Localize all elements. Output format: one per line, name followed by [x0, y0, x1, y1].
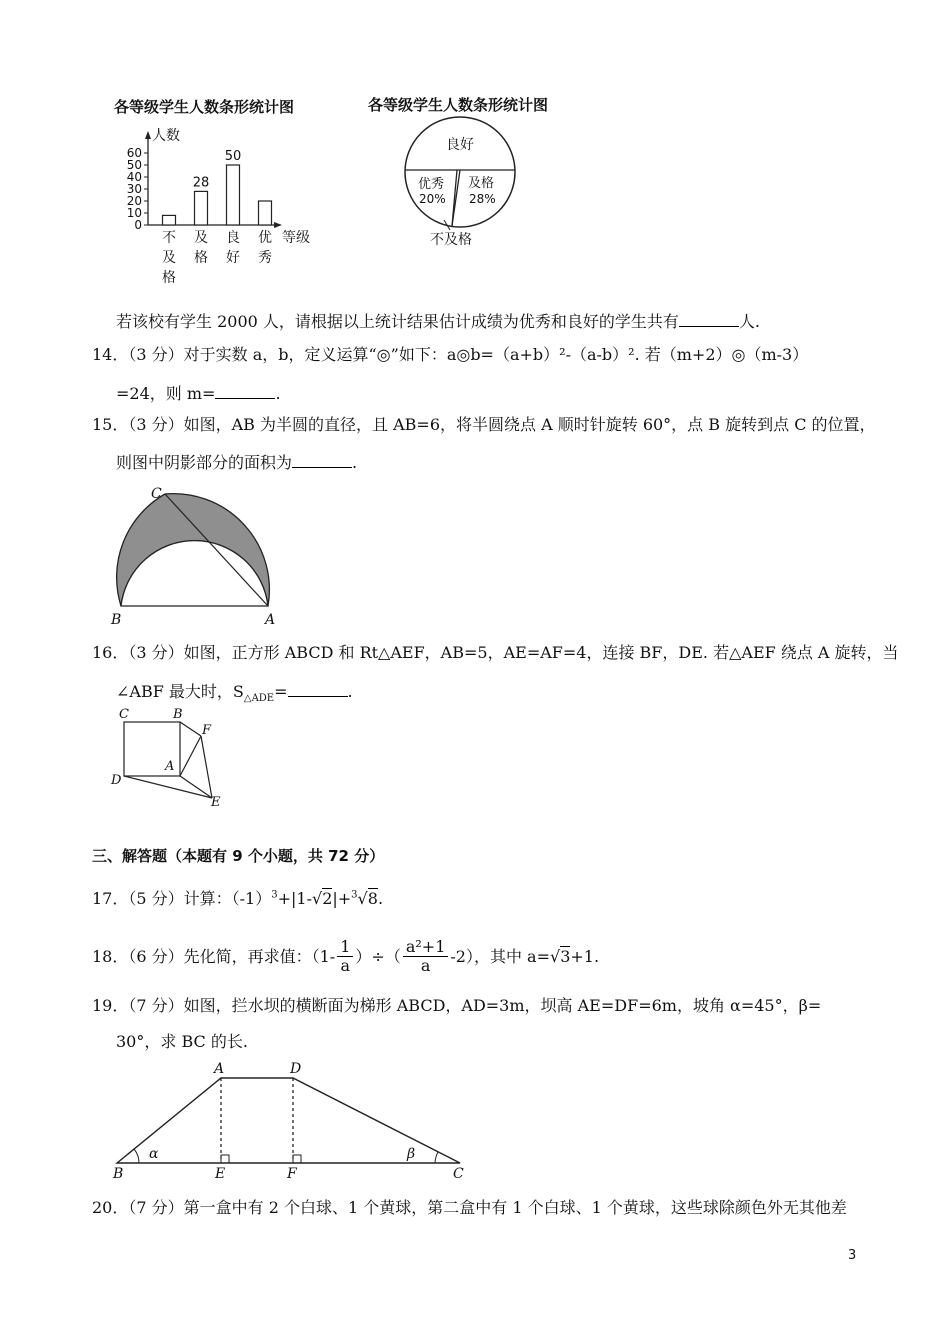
q19-line1: 19．（7 分）如图，拦水坝的横断面为梯形 ABCD，AD=3m，坝高 AE=DF=6m，坡角 α=45°，β=: [92, 996, 822, 1015]
pie-chart: [360, 92, 590, 257]
bar-y-tick-label: 50: [126, 158, 142, 172]
q18-end: +1.: [570, 946, 600, 966]
q16-label-e: E: [211, 795, 221, 810]
pie-label-excellent-pct: 20%: [419, 192, 446, 206]
q18-frac2-num: a²+1: [403, 938, 449, 957]
q18-frac2-den: a: [420, 955, 431, 975]
q19-line2: 30°，求 BC 的长.: [116, 1032, 248, 1051]
q17-cube-arg: 8: [367, 889, 378, 908]
q16-af: [180, 736, 201, 776]
bar-category-char: 好: [226, 250, 240, 266]
q19-angle-beta-arc: [435, 1152, 438, 1163]
q19-figure: [105, 1058, 475, 1183]
q13-text-after: 人.: [738, 312, 760, 331]
q14-answer-blank[interactable]: [215, 382, 275, 399]
bar-chart-y-ticks: [127, 146, 148, 232]
q15-line2-before: 则图中阴影部分的面积为: [116, 453, 293, 472]
bar-y-tick-label: 20: [126, 194, 142, 208]
bar-category-char: 格: [194, 250, 208, 266]
q13-text: [116, 310, 760, 331]
q19-angle-alpha-arc: [134, 1149, 139, 1163]
q14-line1: 14．（3 分）对于实数 a，b，定义运算“◎”如下：a◎b=（a+b）²-（a-b）². 若（m+2）◎（m-3）: [92, 345, 809, 364]
q19-label-f: F: [287, 1166, 297, 1182]
q18-sqrt-sign: √: [550, 946, 561, 966]
q18-frac2: [403, 938, 449, 974]
q16-label-b: B: [173, 707, 183, 722]
bar-category-char: 优: [258, 230, 272, 246]
bar-chart-ylabel: 人数: [152, 128, 180, 144]
bar-y-tick-label: 60: [126, 146, 142, 160]
q16-line2-mid: =: [274, 682, 288, 701]
q13-text-before: 若该校有学生 2000 人，请根据以上统计结果估计成绩为优秀和良好的学生共有: [116, 312, 679, 331]
q15-label-a: A: [265, 612, 276, 628]
q14-line2: [116, 382, 281, 403]
bar-3: [259, 201, 272, 225]
q16-label-d: D: [111, 773, 122, 788]
q16-line2-after: .: [347, 682, 353, 701]
q16-label-f: F: [202, 723, 212, 738]
page-number: 3: [848, 1248, 857, 1263]
bar-y-tick-label: 10: [126, 206, 142, 220]
bar-1: [195, 191, 208, 225]
q19-label-d: D: [290, 1061, 302, 1077]
q18-sqrt-arg: 3: [560, 947, 571, 966]
q15-line2: [116, 451, 357, 472]
section3-title: 三、解答题（本题有 9 个小题，共 72 分）: [92, 847, 385, 865]
q14-line2-after: .: [275, 384, 281, 403]
q17-cube-index: 3: [351, 889, 358, 901]
bar-chart-xlabel: 等级: [282, 230, 310, 246]
q18-frac1-num: 1: [337, 938, 353, 957]
bar-chart-title: 各等级学生人数条形统计图: [114, 98, 295, 116]
q20-line1: 20．（7 分）第一盒中有 2 个白球、1 个黄球，第二盒中有 1 个白球、1 个黄球，这些球除颜色外无其他差: [92, 1198, 847, 1217]
q17-line: [92, 889, 383, 908]
q19-label-c: C: [453, 1166, 464, 1182]
pie-label-good: 良好: [446, 137, 474, 153]
q18-prefix: 18．（6 分）先化简，再求值：（1-: [92, 946, 336, 966]
q18-frac1-den: a: [340, 955, 351, 975]
bar-0: [163, 215, 176, 225]
q15-label-b: B: [111, 612, 122, 628]
bar-y-tick-label: 30: [126, 182, 142, 196]
q16-line2-sub: △ADE: [243, 693, 275, 705]
q15-figure: [105, 480, 305, 630]
bar-chart-categories: [162, 229, 272, 286]
q15-line1: 15．（3 分）如图，AB 为半圆的直径，且 AB=6，将半圆绕点 A 顺时针旋转 60°，点 B 旋转到点 C 的位置，: [92, 415, 876, 434]
pie-label-excellent: 优秀: [418, 177, 445, 192]
q19-label-alpha: α: [149, 1146, 159, 1162]
bar-2: [227, 165, 240, 225]
pie-label-pass: 及格: [468, 176, 495, 191]
q16-ae: [180, 776, 212, 798]
q16-bf: [180, 722, 201, 736]
q16-line2-before: ∠ABF 最大时，S: [116, 682, 244, 701]
q17-sqrt-arg: 2: [322, 889, 333, 908]
q17-exp: 3: [271, 889, 278, 901]
q15-line2-after: .: [352, 453, 358, 472]
q17-sqrt-sign: √: [311, 889, 323, 908]
q19-label-e: E: [215, 1166, 226, 1182]
q16-figure: [105, 702, 235, 812]
q16-label-c: C: [119, 707, 129, 722]
bar-value-label: 50: [224, 149, 242, 164]
pie-chart-title: 各等级学生人数条形统计图: [368, 96, 549, 114]
q17-end: .: [377, 889, 384, 908]
q17-prefix: 17．（5 分）计算：（-1）: [92, 889, 272, 908]
pie-label-fail: 不及格: [430, 232, 472, 248]
q15-answer-blank[interactable]: [292, 451, 352, 468]
bar-category-char: 及: [162, 250, 176, 266]
q19-right-angle-f: [293, 1155, 301, 1163]
bar-category-char: 不: [162, 230, 176, 246]
q18-after: -2），其中 a=: [450, 946, 550, 966]
q16-label-a: A: [165, 759, 175, 774]
bar-y-tick-label: 0: [134, 218, 142, 232]
bar-chart: [100, 92, 340, 292]
q18-frac1: [337, 938, 353, 974]
q16-de: [124, 776, 212, 798]
q17-plus: +|1-: [277, 889, 312, 908]
q17-cube-sign: √: [357, 889, 368, 908]
q19-right-angle-e: [221, 1155, 229, 1163]
bar-category-char: 及: [194, 230, 208, 246]
bar-category-char: 格: [162, 270, 176, 286]
bar-y-tick-label: 40: [126, 170, 142, 184]
q17-mid: |+: [332, 889, 352, 908]
bar-category-char: 良: [226, 230, 240, 246]
q18-mid: ）÷（: [355, 946, 401, 966]
pie-label-pass-pct: 28%: [469, 192, 496, 206]
q16-answer-blank[interactable]: [288, 680, 348, 697]
q14-line2-before: =24，则 m=: [116, 384, 216, 403]
q16-line1: 16．（3 分）如图，正方形 ABCD 和 Rt△AEF，AB=5，AE=AF=4，连接 BF，DE. 若△AEF 绕点 A 旋转，当: [92, 643, 899, 662]
q16-fe: [201, 736, 212, 798]
bar-category-char: 秀: [258, 250, 272, 266]
q13-answer-blank[interactable]: [679, 310, 739, 327]
q19-label-a: A: [214, 1061, 225, 1077]
q18-line: [92, 938, 599, 974]
bar-value-label: 28: [192, 175, 210, 191]
q19-label-b: B: [113, 1166, 124, 1182]
bar-y-axis-arrow: [145, 131, 151, 139]
q19-label-beta: β: [407, 1146, 416, 1162]
q15-label-c: C: [151, 486, 162, 502]
bar-chart-bars: [163, 165, 272, 225]
bar-x-axis-arrow: [274, 222, 282, 228]
